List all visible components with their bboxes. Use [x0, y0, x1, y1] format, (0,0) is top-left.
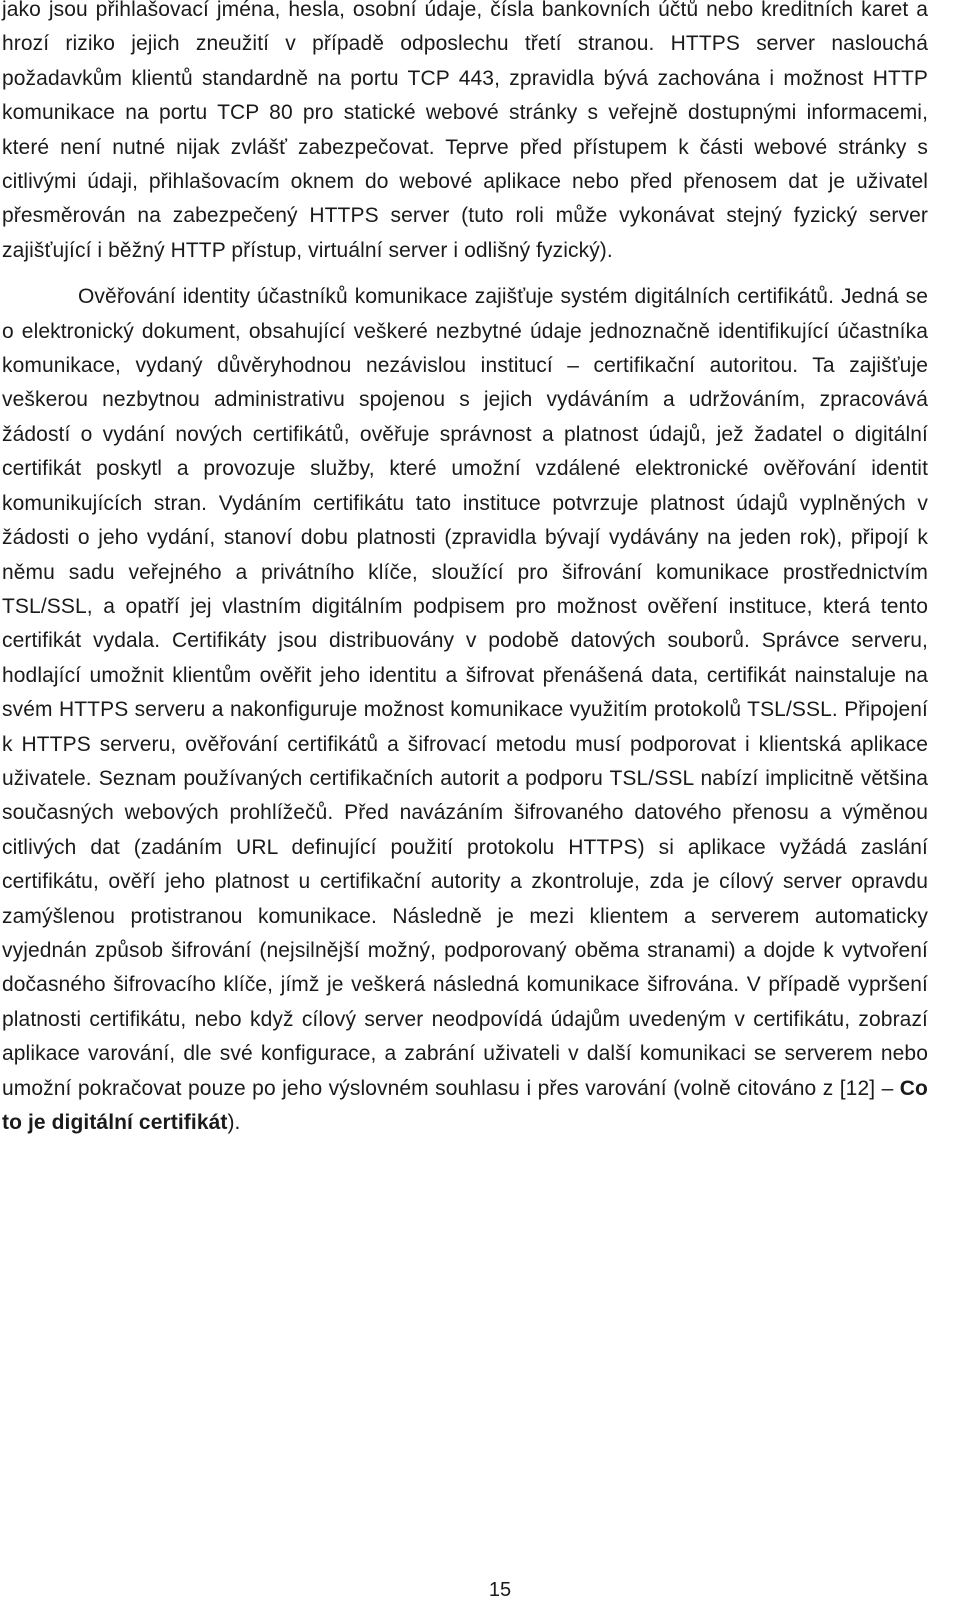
- page-number: 15: [488, 1579, 512, 1601]
- body-text: [2, 0, 928, 1140]
- cited-source-title: Co to je digitální certifikát: [2, 1076, 928, 1134]
- paragraph: jako jsou přihlašovací jména, hesla, osobní údaje, čísla bankovních účtů nebo kreditních karet a hrozí riziko jejich zneužití v případě odposlechu třetí stranou. HTTPS server naslouchá požadavkům klientů standardně na portu TCP 443, zpravidla bývá zachována i možnost HTTP komunikace na portu TCP 80 pro statické webové stránky s veřejně dostupnými informacemi, které není nutné nijak zvlášť zabezpečovat. Teprve před přístupem k části webové stránky s citlivými údaji, přihlašovacím oknem do webové aplikace nebo před přenosem dat je uživatel přesměrován na zabezpečený HTTPS server (tuto roli může vykonávat stejný fyzický server zajišťující i běžný HTTP přístup, virtuální server i odlišný fyzický).: [2, 0, 928, 262]
- paragraph-end: ).: [227, 1111, 241, 1134]
- paragraph: [2, 280, 928, 1140]
- paragraph-text: Ověřování identity účastníků komunikace zajišťuje systém digitálních certifikátů. Jedná se o elektronický dokument, obsahující veškeré nezbytné údaje jednoznačně identifikující účastníka komunikace, vydaný důvěryhodnou nezávislou institucí – certifikační autoritou. Ta zajišťuje veškerou nezbytnou administrativu spojenou s jejich vydáváním a udržováním, zpracovává žádostí o vydání nových certifikátů, ověřuje správnost a platnost údajů, jež žadatel o digitální certifikát poskytl a provozuje služby, které umožní vzdálené elektronické ověřování identit komunikujících stran. Vydáním certifikátu tato instituce potvrzuje platnost údajů vyplněných v žádosti o jeho vydání, stanoví dobu platnosti (zpravidla bývají vydávány na jeden rok), připojí k němu sadu veřejného a privátního klíče, sloužící pro šifrování komunikace prostřednictvím TSL/SSL, a opatří jej vlastním digitálním podpisem pro možnost ověření instituce, která tento certifikát vydala. Certifikáty jsou distribuovány v podobě datových souborů. Správce serveru, hodlající umožnit klientům ověřit jeho identitu a šifrovat přenášená data, certifikát nainstaluje na svém HTTPS serveru a nakonfiguruje možnost komunikace využitím protokolů TSL/SSL. Připojení k HTTPS serveru, ověřování certifikátů a šifrovací metodu musí podporovat i klientská aplikace uživatele. Seznam používaných certifikačních autorit a podporu TSL/SSL nabízí implicitně většina současných webových prohlížečů. Před navázáním šifrovaného datového přenosu a výměnou citlivých dat (zadáním URL definující použití protokolu HTTPS) si aplikace vyžádá zaslání certifikátu, ověří jeho platnost u certifikační autority a zkontroluje, zda je cílový server opravdu zamýšlenou protistranou komunikace. Následně je mezi klientem a serverem automaticky vyjednán způsob šifrování (nejsilnější možný, podporovaný oběma stranami) a dojde k vytvoření dočasného šifrovacího klíče, jímž je veškerá následná komunikace šifrována. V případě vypršení platnosti certifikátu, nebo když cílový server neodpovídá údajům uvedeným v certifikátu, zobrazí aplikace varování, dle své konfigurace, a zabrání uživateli v další komunikaci se serverem nebo umožní pokračovat pouze po jeho výslovném souhlasu i přes varování (volně citováno z [12] –: [2, 285, 928, 1100]
